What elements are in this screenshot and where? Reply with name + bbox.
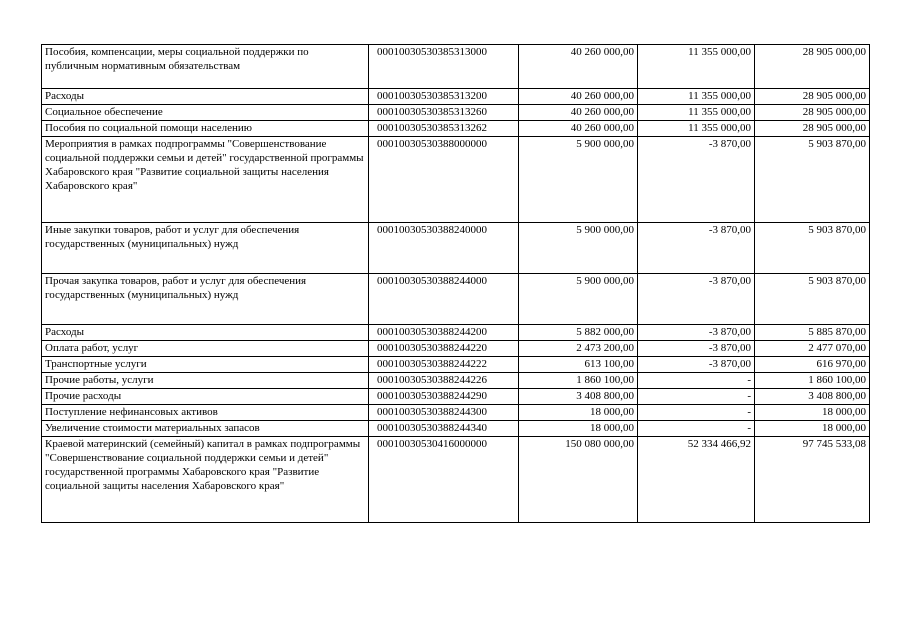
row-code-cell: 00010030530388244200 [369, 325, 519, 341]
table-row [42, 421, 870, 437]
row-executed-cell: - [638, 389, 755, 405]
row-name-cell: Оплата работ, услуг [42, 341, 369, 357]
row-planned-cell: 5 900 000,00 [519, 223, 638, 274]
row-executed-cell: 11 355 000,00 [638, 105, 755, 121]
row-remaining-cell: 28 905 000,00 [755, 121, 870, 137]
row-remaining-cell: 5 885 870,00 [755, 325, 870, 341]
row-planned-cell: 40 260 000,00 [519, 45, 638, 89]
row-executed-cell: -3 870,00 [638, 274, 755, 325]
row-code-cell: 00010030530385313200 [369, 89, 519, 105]
row-code-cell: 00010030530388240000 [369, 223, 519, 274]
budget-table [41, 44, 870, 523]
row-executed-cell: - [638, 405, 755, 421]
row-remaining-cell: 97 745 533,08 [755, 437, 870, 523]
row-code-cell: 00010030530388244000 [369, 274, 519, 325]
row-executed-cell: -3 870,00 [638, 325, 755, 341]
row-remaining-cell: 5 903 870,00 [755, 223, 870, 274]
table-row [42, 325, 870, 341]
row-planned-cell: 40 260 000,00 [519, 89, 638, 105]
row-name-cell: Прочие работы, услуги [42, 373, 369, 389]
row-code-cell: 00010030530388244290 [369, 389, 519, 405]
table-row [42, 341, 870, 357]
row-planned-cell: 5 882 000,00 [519, 325, 638, 341]
row-remaining-cell: 5 903 870,00 [755, 274, 870, 325]
table-row [42, 105, 870, 121]
row-code-cell: 00010030530385313260 [369, 105, 519, 121]
table-row [42, 137, 870, 223]
row-planned-cell: 5 900 000,00 [519, 274, 638, 325]
table-row [42, 121, 870, 137]
row-remaining-cell: 28 905 000,00 [755, 89, 870, 105]
row-name-cell: Расходы [42, 325, 369, 341]
row-remaining-cell: 28 905 000,00 [755, 105, 870, 121]
row-executed-cell: -3 870,00 [638, 341, 755, 357]
table-row [42, 223, 870, 274]
row-name-cell: Иные закупки товаров, работ и услуг для обеспечения государственных (муниципальных) нужд [42, 223, 369, 274]
row-planned-cell: 18 000,00 [519, 405, 638, 421]
row-executed-cell: -3 870,00 [638, 223, 755, 274]
row-name-cell: Социальное обеспечение [42, 105, 369, 121]
row-name-cell: Увеличение стоимости материальных запасов [42, 421, 369, 437]
row-remaining-cell: 3 408 800,00 [755, 389, 870, 405]
row-name-cell: Пособия, компенсации, меры социальной поддержки по публичным нормативным обязательствам [42, 45, 369, 89]
table-row [42, 357, 870, 373]
row-code-cell: 00010030530388244340 [369, 421, 519, 437]
row-name-cell: Транспортные услуги [42, 357, 369, 373]
row-code-cell: 00010030530388244226 [369, 373, 519, 389]
budget-table-body [42, 45, 870, 523]
table-row [42, 437, 870, 523]
table-row [42, 405, 870, 421]
row-remaining-cell: 18 000,00 [755, 405, 870, 421]
table-row [42, 373, 870, 389]
row-name-cell: Поступление нефинансовых активов [42, 405, 369, 421]
row-remaining-cell: 18 000,00 [755, 421, 870, 437]
row-planned-cell: 2 473 200,00 [519, 341, 638, 357]
row-executed-cell: 11 355 000,00 [638, 45, 755, 89]
row-remaining-cell: 2 477 070,00 [755, 341, 870, 357]
row-name-cell: Пособия по социальной помощи населению [42, 121, 369, 137]
table-row [42, 389, 870, 405]
row-name-cell: Мероприятия в рамках подпрограммы "Совершенствование социальной поддержки семьи и детей" государственной программы Хабаровского края "Развитие социальной защиты населения Хабаровского края" [42, 137, 369, 223]
row-code-cell: 00010030530416000000 [369, 437, 519, 523]
row-name-cell: Прочая закупка товаров, работ и услуг для обеспечения государственных (муниципальных) нужд [42, 274, 369, 325]
row-name-cell: Прочие расходы [42, 389, 369, 405]
row-planned-cell: 3 408 800,00 [519, 389, 638, 405]
document-page [41, 44, 870, 523]
row-name-cell: Краевой материнский (семейный) капитал в рамках подпрограммы "Совершенствование социальной поддержки семьи и детей" государственной программы Хабаровского края "Развитие социальной защиты населения Хабаровского края" [42, 437, 369, 523]
row-planned-cell: 1 860 100,00 [519, 373, 638, 389]
row-executed-cell: -3 870,00 [638, 357, 755, 373]
table-row [42, 89, 870, 105]
row-planned-cell: 40 260 000,00 [519, 121, 638, 137]
row-remaining-cell: 28 905 000,00 [755, 45, 870, 89]
row-name-cell: Расходы [42, 89, 369, 105]
row-code-cell: 00010030530388244300 [369, 405, 519, 421]
row-planned-cell: 18 000,00 [519, 421, 638, 437]
row-planned-cell: 5 900 000,00 [519, 137, 638, 223]
row-planned-cell: 40 260 000,00 [519, 105, 638, 121]
row-code-cell: 00010030530388000000 [369, 137, 519, 223]
row-code-cell: 00010030530385313000 [369, 45, 519, 89]
row-executed-cell: - [638, 421, 755, 437]
row-executed-cell: -3 870,00 [638, 137, 755, 223]
row-code-cell: 00010030530388244222 [369, 357, 519, 373]
row-planned-cell: 613 100,00 [519, 357, 638, 373]
row-executed-cell: 11 355 000,00 [638, 89, 755, 105]
row-code-cell: 00010030530385313262 [369, 121, 519, 137]
row-executed-cell: 11 355 000,00 [638, 121, 755, 137]
table-row [42, 274, 870, 325]
row-remaining-cell: 616 970,00 [755, 357, 870, 373]
row-executed-cell: - [638, 373, 755, 389]
row-executed-cell: 52 334 466,92 [638, 437, 755, 523]
table-row [42, 45, 870, 89]
row-remaining-cell: 5 903 870,00 [755, 137, 870, 223]
row-planned-cell: 150 080 000,00 [519, 437, 638, 523]
row-code-cell: 00010030530388244220 [369, 341, 519, 357]
row-remaining-cell: 1 860 100,00 [755, 373, 870, 389]
